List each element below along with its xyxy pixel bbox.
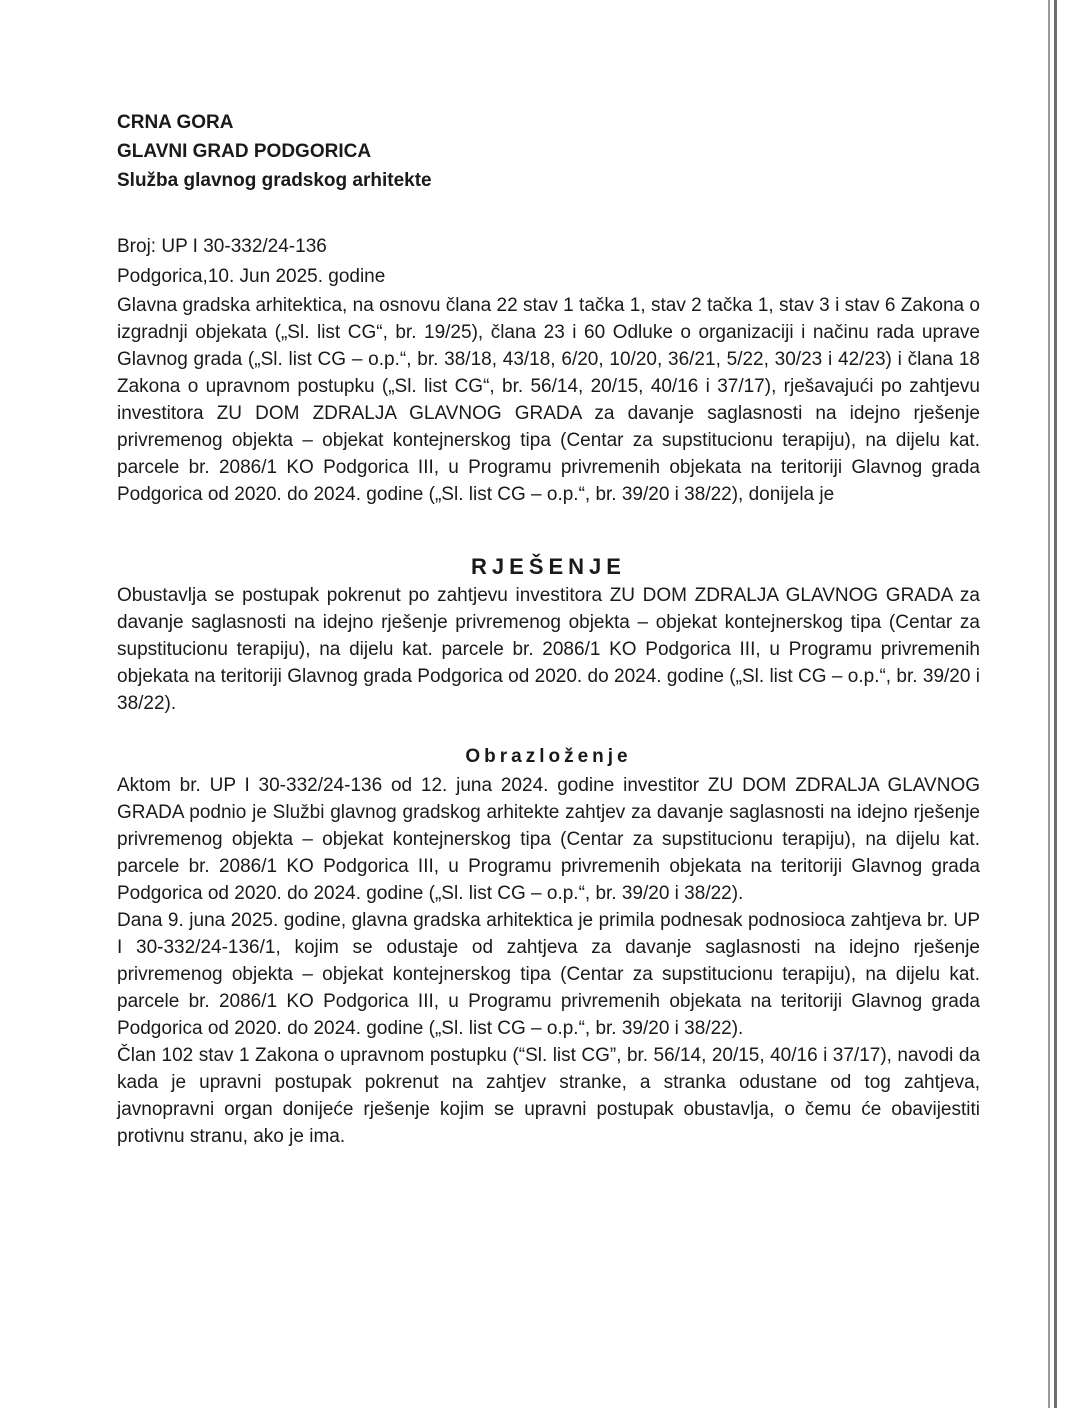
case-number: Broj: UP I 30-332/24-136 [117, 236, 327, 257]
letterhead-office: Služba glavnog gradskog arhitekte [117, 170, 432, 191]
reasoning-paragraph: Dana 9. juna 2025. godine, glavna gradska arhitektica je primila podnesak podnosioca zahtjeva br. UP I 30-332/24-136/1, kojim se odustaje od zahtjeva za davanje saglasnosti na idejno rješenje privremenog objekta – objekat kontejnerskog tipa (Centar za supstitucionu terapiju), na dijelu kat. parcele br. 2086/1 KO Podgorica III, u Programu privremenih objekata na teritoriji Glavnog grada Podgorica od 2020. do 2024. godine („Sl. list CG – o.p.“, br. 39/20 i 38/22). [117, 910, 980, 1039]
scan-edge-line [1048, 0, 1050, 1408]
disposition-paragraph: Obustavlja se postupak pokrenut po zahtjevu investitora ZU DOM ZDRALJA GLAVNOG GRADA za davanje saglasnosti na idejno rješenje privremenog objekta – objekat kontejnerskog tipa (Centar za supstitucionu terapiju), na dijelu kat. parcele br. 2086/1 KO Podgorica III, u Programu privremenih objekata na teritoriji Glavnog grada Podgorica od 2020. do 2024. godine („Sl. list CG – o.p.“, br. 39/20 i 38/22). [117, 585, 980, 714]
decision-heading: RJEŠENJE [471, 554, 626, 579]
place-date: Podgorica,10. Jun 2025. godine [117, 266, 386, 287]
letterhead-city: GLAVNI GRAD PODGORICA [117, 141, 372, 162]
reasoning-paragraph: Aktom br. UP I 30-332/24-136 od 12. juna 2024. godine investitor ZU DOM ZDRALJA GLAVNOG GRADA podnio je Službi glavnog gradskog arhitekte zahtjev za davanje saglasnosti na idejno rješenje privremenog objekta – objekat kontejnerskog tipa (Centar za supstitucionu terapiju), na dijelu kat. parcele br. 2086/1 KO Podgorica III, u Programu privremenih objekata na teritoriji Glavnog grada Podgorica od 2020. do 2024. godine („Sl. list CG – o.p.“, br. 39/20 i 38/22). [117, 775, 980, 904]
document-body [117, 108, 980, 1150]
document-meta [117, 232, 980, 292]
scan-edge-line [1054, 0, 1057, 1408]
reasoning-paragraph: Član 102 stav 1 Zakona o upravnom postupku (“Sl. list CG”, br. 56/14, 20/15, 40/16 i 37/17), navodi da kada je upravni postupak pokrenut na zahtjev stranke, a stranka odustane od tog zahtjeva, javnopravni organ donijeće rješenje kojim se upravni postupak obustavlja, o čemu će obavijestiti protivnu stranu, ako je ima. [117, 1045, 980, 1147]
reasoning-heading: Obrazloženje [465, 746, 632, 767]
preamble-paragraph: Glavna gradska arhitektica, na osnovu člana 22 stav 1 tačka 1, stav 2 tačka 1, stav 3 i stav 6 Zakona o izgradnji objekata („Sl. list CG“, br. 19/25), člana 23 i 60 Odluke o organizaciji i načinu rada uprave Glavnog grada („Sl. list CG – o.p.“, br. 38/18, 43/18, 6/20, 10/20, 36/21, 5/22, 30/23 i 42/23) i člana 18 Zakona o upravnom postupku („Sl. list CG“, br. 56/14, 20/15, 40/16 i 37/17), rješavajući po zahtjevu investitora ZU DOM ZDRALJA GLAVNOG GRADA za davanje saglasnosti na idejno rješenje privremenog objekta – objekat kontejnerskog tipa (Centar za supstitucionu terapiju), na dijelu kat. parcele br. 2086/1 KO Podgorica III, u Programu privremenih objekata na teritoriji Glavnog grada Podgorica od 2020. do 2024. godine („Sl. list CG – o.p.“, br. 39/20 i 38/22), donijela je [117, 295, 980, 505]
letterhead-country: CRNA GORA [117, 112, 234, 133]
letterhead [117, 108, 980, 195]
